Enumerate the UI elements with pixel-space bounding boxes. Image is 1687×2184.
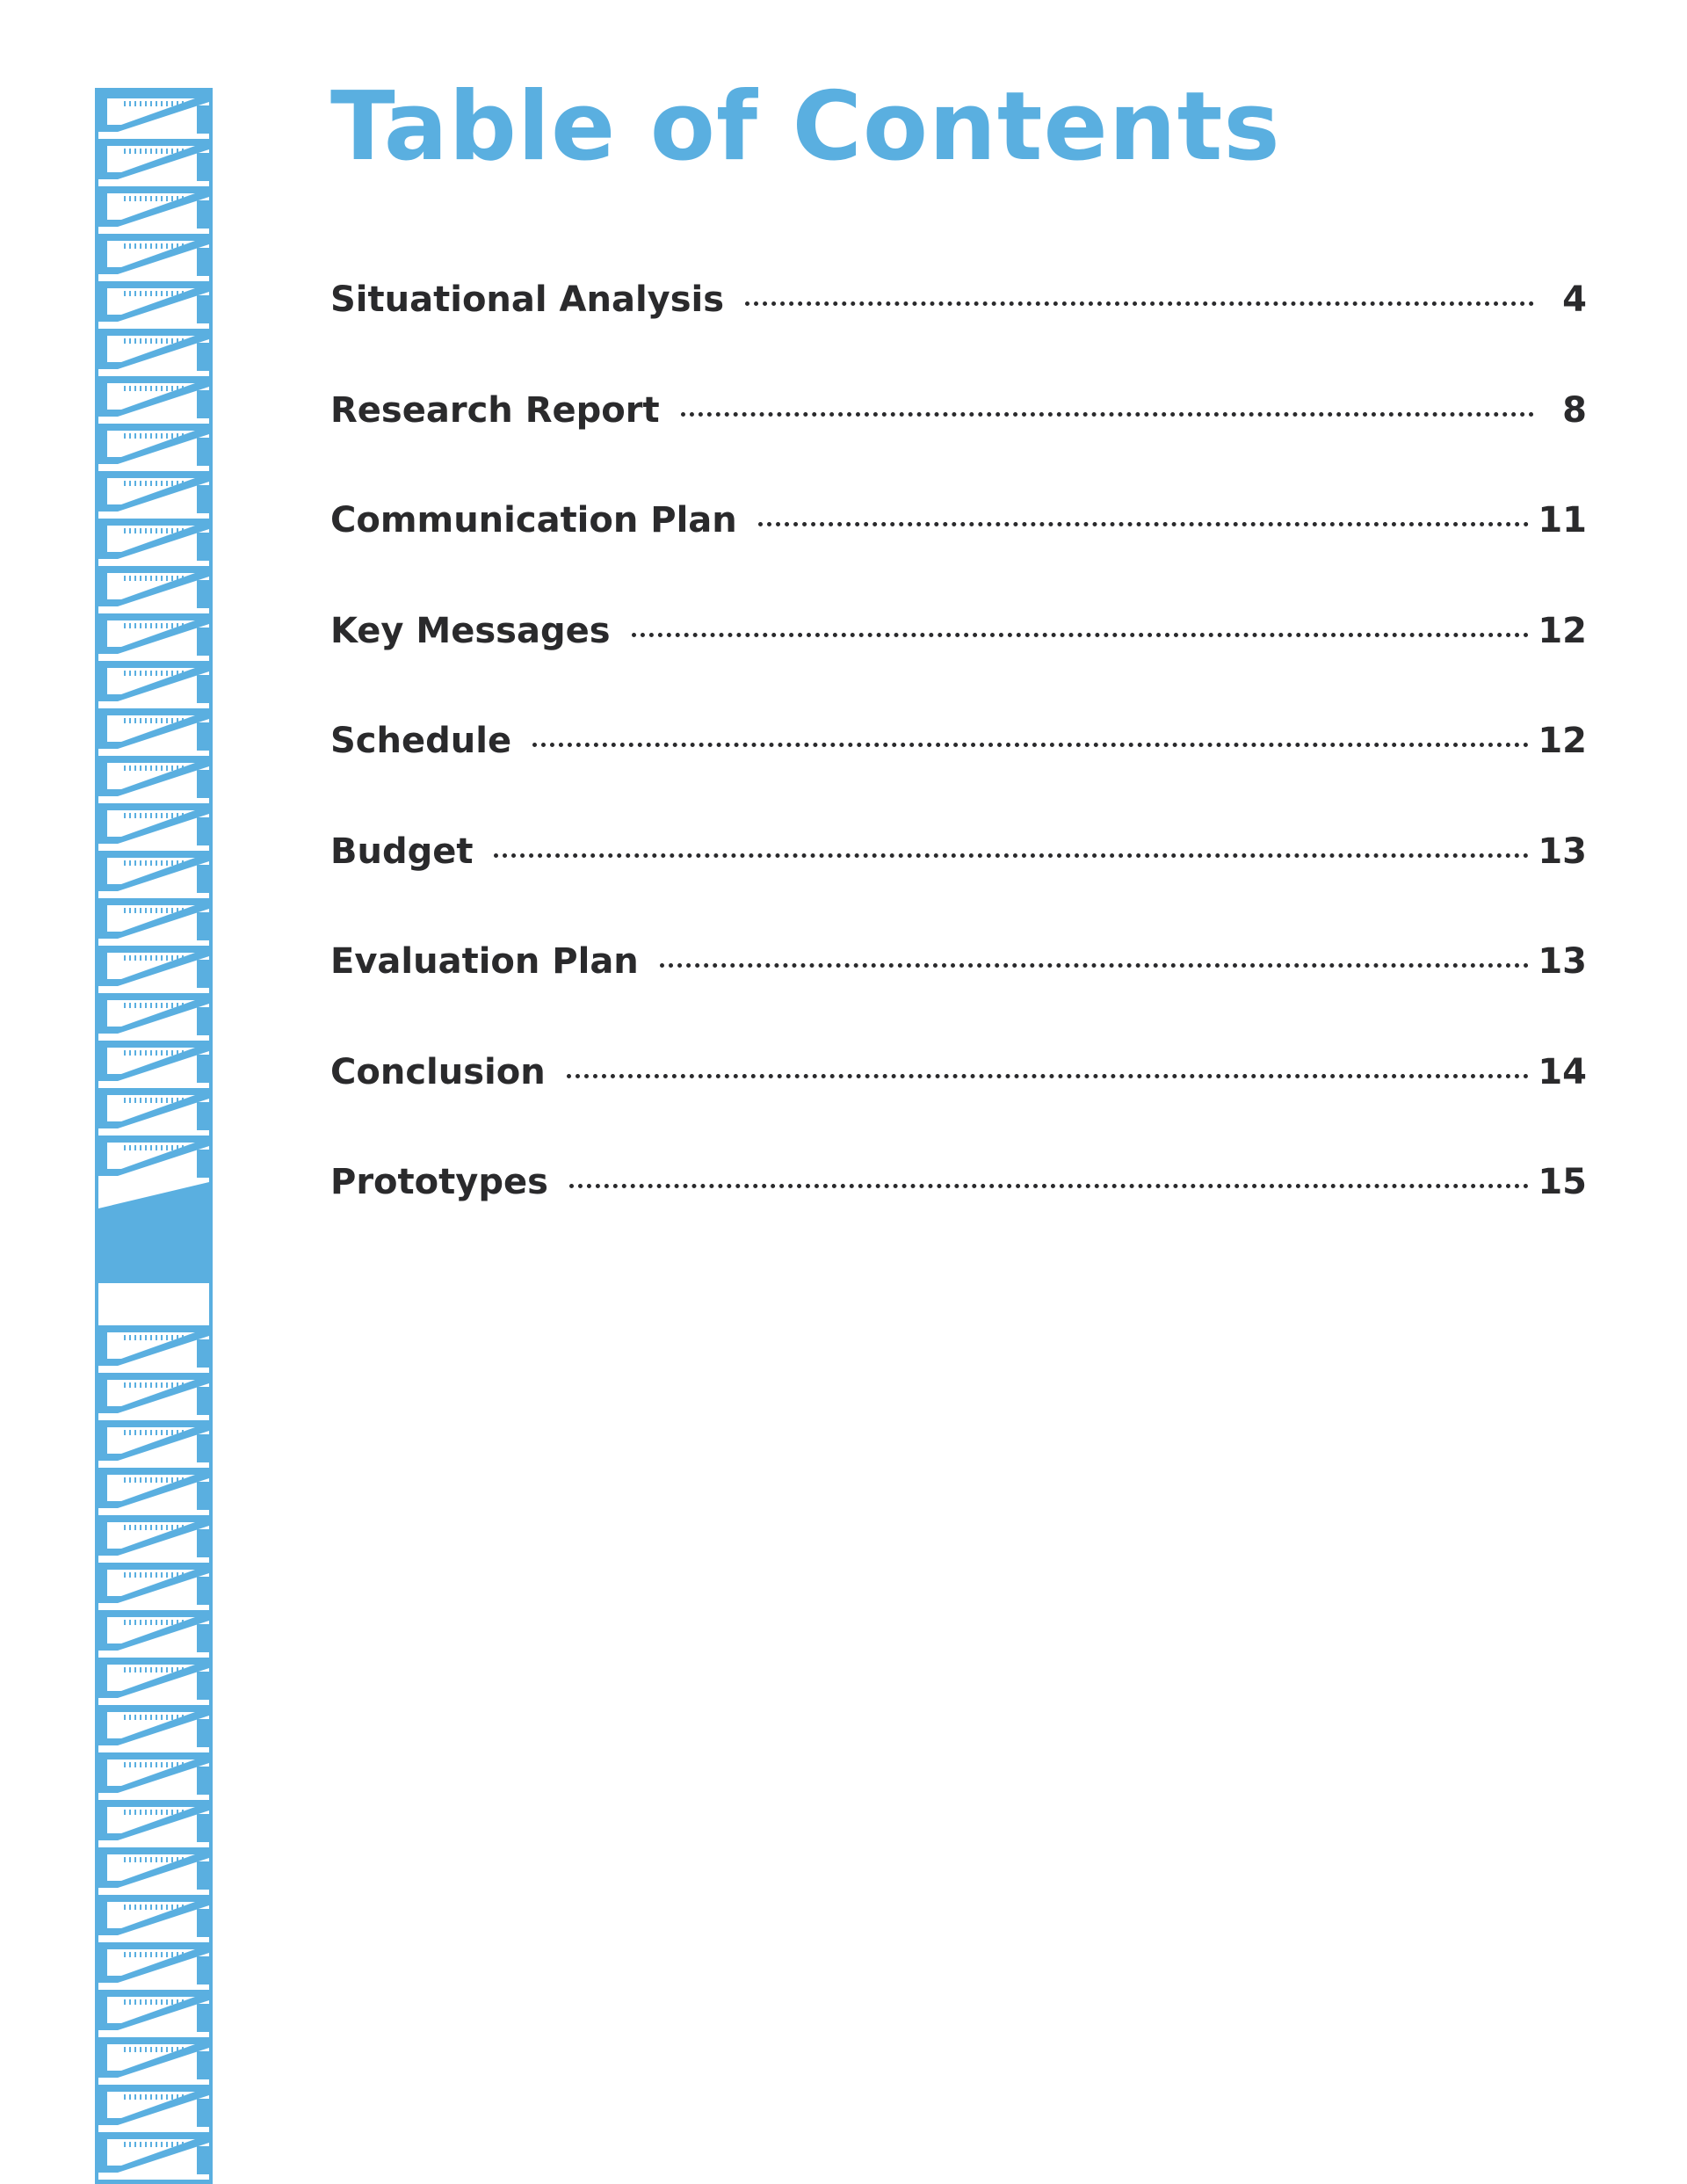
- toc-entry[interactable]: [330, 390, 1587, 501]
- dot-leader: [569, 1184, 1529, 1188]
- toc-entry[interactable]: [330, 500, 1587, 611]
- toc-entry-title: Schedule: [330, 721, 512, 761]
- toc-page-number: 12: [1538, 721, 1587, 761]
- toc-page-number: 11: [1538, 500, 1587, 541]
- table-of-contents: [330, 279, 1587, 1273]
- toc-entry[interactable]: [330, 941, 1587, 1052]
- toc-entry-title: Conclusion: [330, 1051, 546, 1092]
- dot-leader: [567, 1074, 1530, 1078]
- toc-entry-title: Communication Plan: [330, 500, 737, 541]
- toc-entry-title: Evaluation Plan: [330, 941, 639, 982]
- toc-page-number: 15: [1538, 1162, 1587, 1202]
- toc-page-number: 13: [1538, 831, 1587, 872]
- dot-leader: [660, 963, 1530, 968]
- toc-entry-title: Budget: [330, 831, 474, 872]
- toc-page-number: 14: [1538, 1051, 1587, 1092]
- toc-entry-title: Key Messages: [330, 610, 611, 651]
- greek-key-border-icon: [95, 88, 213, 2184]
- toc-entry[interactable]: [330, 1052, 1587, 1163]
- dot-leader: [532, 743, 1529, 747]
- toc-entry[interactable]: [330, 1162, 1587, 1273]
- toc-entry[interactable]: [330, 611, 1587, 722]
- toc-page-number: 12: [1538, 610, 1587, 651]
- toc-page-number: 4: [1562, 279, 1587, 320]
- toc-entry-title: Prototypes: [330, 1162, 548, 1202]
- toc-page-number: 13: [1538, 941, 1587, 982]
- dot-leader: [494, 853, 1529, 858]
- toc-entry-title: Situational Analysis: [330, 279, 725, 320]
- dot-leader: [758, 522, 1530, 526]
- page-title: Table of Contents: [330, 72, 1281, 182]
- toc-entry[interactable]: [330, 279, 1587, 390]
- dot-leader: [681, 412, 1534, 417]
- dot-leader: [632, 633, 1530, 637]
- greek-key-border-icon: [95, 88, 213, 2184]
- toc-entry-title: Research Report: [330, 389, 660, 431]
- dot-leader: [745, 301, 1534, 306]
- toc-entry[interactable]: [330, 831, 1587, 942]
- toc-page-number: 8: [1562, 389, 1587, 431]
- toc-entry[interactable]: [330, 721, 1587, 831]
